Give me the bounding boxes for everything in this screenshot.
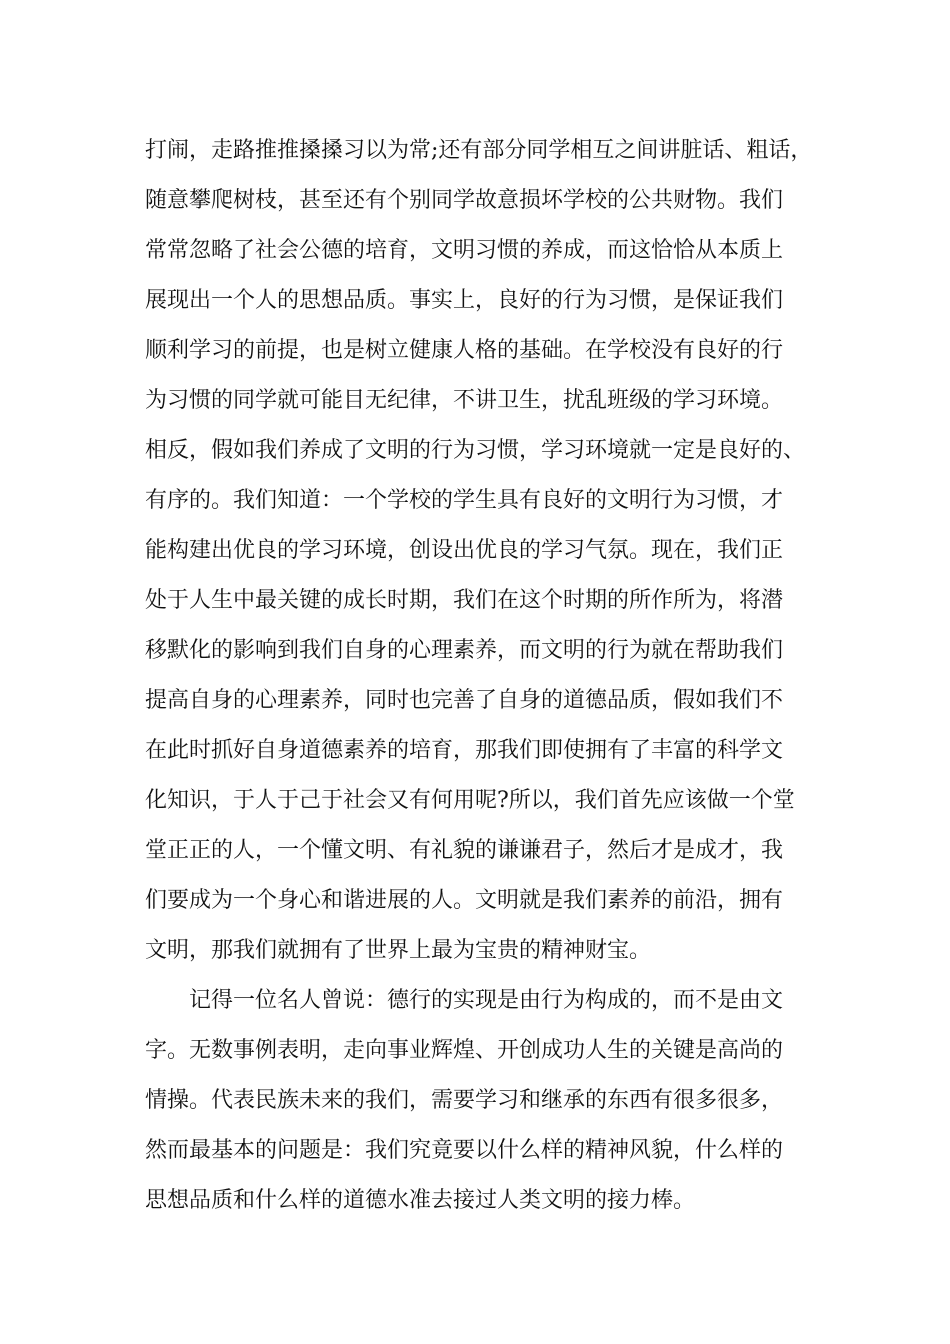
text-line: 为习惯的同学就可能目无纪律，不讲卫生，扰乱班级的学习环境。 xyxy=(145,388,784,413)
text-line: 处于人生中最关键的成长时期，我们在这个时期的所作所为，将潜 xyxy=(145,588,784,613)
text-line: 文明，那我们就拥有了世界上最为宝贵的精神财宝。 xyxy=(145,938,652,963)
text-line: 思想品质和什么样的道德水准去接过人类文明的接力棒。 xyxy=(145,1188,696,1213)
text-line: 有序的。我们知道：一个学校的学生具有良好的文明行为习惯，才 xyxy=(145,488,784,513)
text-line: 相反，假如我们养成了文明的行为习惯，学习环境就一定是良好的、 xyxy=(145,438,806,463)
text-line: 然而最基本的问题是：我们究竟要以什么样的精神风貌，什么样的 xyxy=(145,1138,784,1163)
text-line: 化知识，于人于己于社会又有何用呢?所以，我们首先应该做一个堂 xyxy=(145,788,795,813)
text-line: 顺利学习的前提，也是树立健康人格的基础。在学校没有良好的行 xyxy=(145,338,784,363)
document-body xyxy=(145,126,815,1226)
paragraph-2 xyxy=(145,976,815,1226)
text-line: 能构建出优良的学习环境，创设出优良的学习气氛。现在，我们正 xyxy=(145,538,784,563)
text-line: 们要成为一个身心和谐进展的人。文明就是我们素养的前沿，拥有 xyxy=(145,888,784,913)
text-line: 展现出一个人的思想品质。事实上，良好的行为习惯，是保证我们 xyxy=(145,288,784,313)
text-line: 情操。代表民族未来的我们，需要学习和继承的东西有很多很多， xyxy=(145,1088,784,1113)
text-line: 堂正正的人，一个懂文明、有礼貌的谦谦君子，然后才是成才，我 xyxy=(145,838,784,863)
text-line: 记得一位名人曾说：德行的实现是由行为构成的，而不是由文 xyxy=(189,988,784,1013)
text-line: 提高自身的心理素养，同时也完善了自身的道德品质，假如我们不 xyxy=(145,688,784,713)
text-line: 随意攀爬树枝，甚至还有个别同学故意损坏学校的公共财物。我们 xyxy=(145,188,784,213)
text-line: 常常忽略了社会公德的培育，文明习惯的养成，而这恰恰从本质上 xyxy=(145,238,784,263)
text-line: 移默化的影响到我们自身的心理素养，而文明的行为就在帮助我们 xyxy=(145,638,784,663)
text-line: 打闹，走路推推搡搡习以为常;还有部分同学相互之间讲脏话、粗话， xyxy=(145,138,813,163)
text-line: 在此时抓好自身道德素养的培育，那我们即使拥有了丰富的科学文 xyxy=(145,738,784,763)
paragraph-1 xyxy=(145,126,815,976)
text-line: 字。无数事例表明，走向事业辉煌、开创成功人生的关键是高尚的 xyxy=(145,1038,784,1063)
